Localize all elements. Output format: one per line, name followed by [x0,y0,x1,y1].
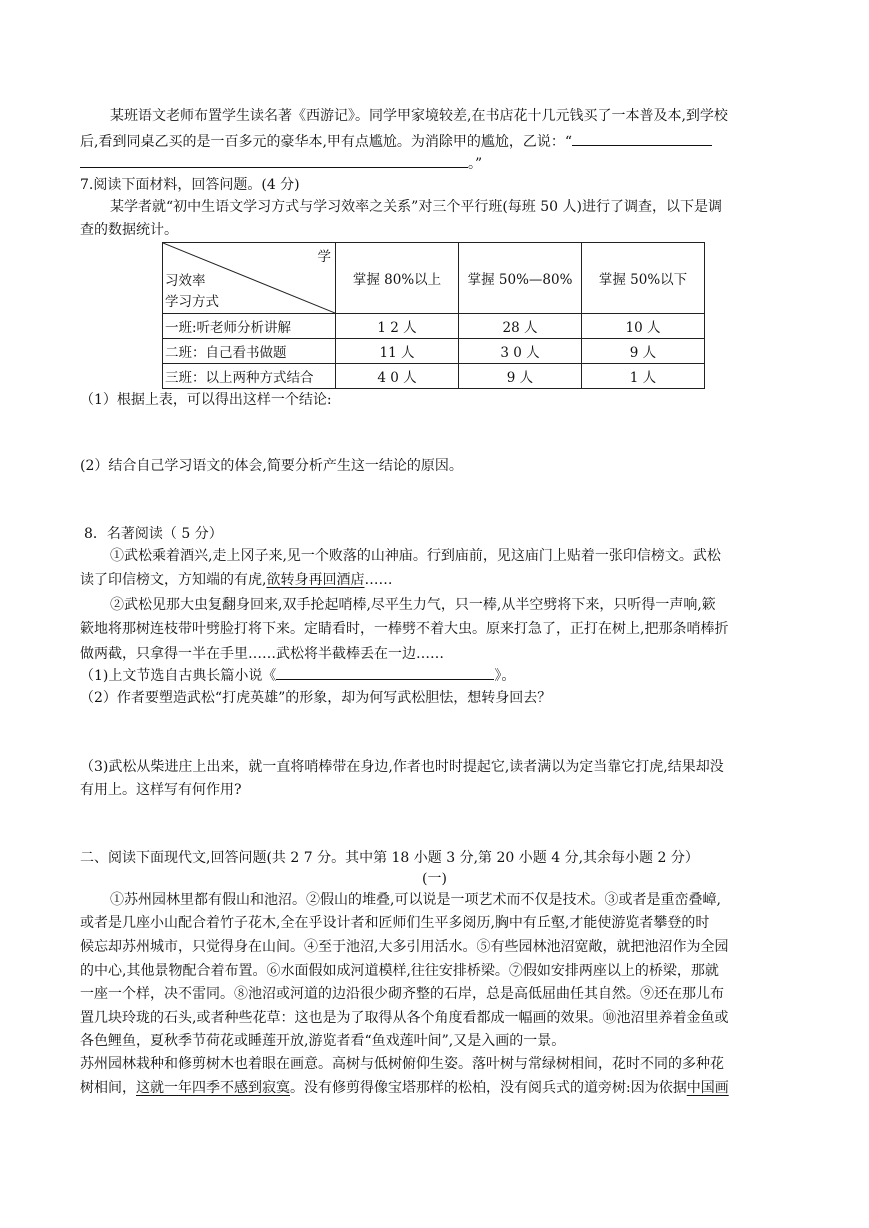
table-cell: 4 0 人 [336,364,459,389]
table-header-row [163,243,705,314]
passage-2-line-1: 苏州园林栽种和修剪树木也着眼在画意。高树与低树俯仰生姿。落叶树与常绿树相间，花时不同的多种花 [80,1056,724,1072]
q7-sub-question-2: (2）结合自己学习语文的体会,简要分析产生这一结论的原因。 [80,458,463,474]
passage-line: 置几块玲珑的石头,或者种些花草：这也是为了取得从各个角度看都成一幅画的效果。⑩池沼里养着金鱼或 [80,1010,729,1026]
q8-paragraph-1-line-1: ①武松乘着酒兴,走上冈子来,见一个败落的山神庙。行到庙前，见这庙门上贴着一张印信榜文。武松 [110,548,721,564]
q7-sub-question-1: （1）根据上表，可以得出这样一个结论: [80,392,332,408]
corner-label-bottom: 学习方式 [165,294,219,310]
intro-line-2-text: 后,看到同桌乙买的是一百多元的豪华本,甲有点尴尬。为消除甲的尴尬，乙说：“ [80,134,573,150]
intro-line-3-end: 。” [468,156,483,172]
q8-sub-question-3-line-2: 有用上。这样写有何作用? [80,782,242,798]
q8-sub1-end: 》。 [494,668,516,684]
q8-p1-text: 读了印信榜文，方知端的有虎, [80,572,267,588]
passage-line: 的中心,其他景物配合着布置。⑥水面假如成河道模样,往往安排桥梁。⑦假如安排两座以上的桥梁，那就 [80,963,719,979]
passage-text: 。没有修剪得像宝塔那样的松柏，没有阅兵式的道旁树:因为依据 [290,1080,687,1096]
column-header: 掌握 50%以下 [582,243,705,314]
table-cell: 1 人 [582,364,705,389]
q8-sub-question-3-line-1: （3)武松从柴进庄上出来，就一直将哨棒带在身边,作者也时时提起它,读者满以为定当靠它打虎,结果却没 [80,759,724,775]
survey-table [162,242,705,389]
underlined-phrase: 这就一年四季不感到寂寞 [136,1080,290,1096]
table-cell: 11 人 [336,339,459,364]
q8-sub-question-1 [80,665,515,686]
answer-blank[interactable] [572,131,712,146]
intro-line-2 [80,131,712,152]
passage-text: 树相间， [80,1080,136,1096]
ellipsis: …… [364,572,393,588]
table-corner-cell [163,243,336,314]
section-2-subtitle: (一) [422,871,447,887]
intro-line-3 [80,153,482,174]
section-2-title: 二、阅读下面现代文,回答问题(共 2 7 分。其中第 18 小题 3 分,第 20 小题 4 分,其余每小题 2 分） [80,850,699,866]
q8-paragraph-1-line-2 [80,570,392,590]
q7-intro-1: 某学者就“初中生语文学习方式与学习效率之关系”对三个平行班(每班 50 人)进行了调查，以下是调 [110,199,722,215]
passage-line: 各色鲤鱼，夏秋季节荷花或睡莲开放,游览者看“鱼戏莲叶间”,又是入画的一景。 [80,1033,566,1049]
passage-line: 候忘却苏州城市，只觉得身在山间。④至于池沼,大多引用活水。⑤有些园林池沼宽敞，就把池沼作为全园 [80,939,729,955]
q8-paragraph-2-line-3: 做两截，只拿得一半在手里……武松将半截棒丢在一边…… [80,646,444,662]
passage-2-line-2 [80,1078,729,1098]
q7-title: 7.阅读下面材料，回答问题。(4 分) [80,177,300,193]
table-cell: 9 人 [582,339,705,364]
table-cell: 3 0 人 [459,339,582,364]
underlined-phrase: 欲转身再回酒店 [266,572,365,588]
q8-sub1-text: （1)上文节选自古典长篇小说《 [80,668,277,684]
q8-sub-question-2: （2）作者要塑造武松“打虎英雄”的形象，却为何写武松胆怯，想转身回去？ [80,690,552,706]
q8-title: 8．名著阅读（ 5 分） [84,526,223,542]
table-cell: 9 人 [459,364,582,389]
table-row [163,364,705,389]
passage-line: ①苏州园林里都有假山和池沼。②假山的堆叠,可以说是一项艺术而不仅是技术。③或者是重峦叠嶂, [110,892,721,908]
table-cell: 10 人 [582,314,705,339]
underlined-phrase: 中国画 [686,1080,729,1096]
row-label: 三班：以上两种方式结合 [163,364,336,389]
corner-label-top: 学 [317,249,331,265]
q8-paragraph-2-line-2: 簌地将那树连枝带叶劈脸打将下来。定睛看时，一棒劈不着大虫。原来打急了，正打在树上,把那条哨棒折 [80,621,729,637]
novel-title-blank[interactable] [276,665,494,680]
q8-paragraph-2-line-1: ②武松见那大虫复翻身回来,双手抡起哨棒,尽平生力气，只一棒,从半空劈将下来，只听得一声响,簌 [110,597,716,613]
passage-line: 一座一个样，决不雷同。⑧池沼或河道的边沿很少砌齐整的石岸，总是高低屈曲任其自然。⑨还在那儿布 [80,986,724,1002]
column-header: 掌握 50%—80% [459,243,582,314]
table-row [163,314,705,339]
table-cell: 28 人 [459,314,582,339]
table-cell: 1 2 人 [336,314,459,339]
row-label: 一班:听老师分析讲解 [163,314,336,339]
passage-line: 或者是几座小山配合着竹子花木,全在乎设计者和匠师们生平多阅历,胸中有丘壑,才能使游览者攀登的时 [80,915,710,931]
intro-line-1: 某班语文老师布置学生读名著《西游记》。同学甲家境较差,在书店花十几元钱买了一本普及本,到学校 [110,108,728,124]
column-header: 掌握 80%以上 [336,243,459,314]
answer-blank-continued[interactable] [80,153,468,168]
row-label: 二班：自己看书做题 [163,339,336,364]
table-row [163,339,705,364]
corner-label-middle: 习效率 [165,273,206,289]
q7-intro-2: 查的数据统计。 [80,222,178,238]
